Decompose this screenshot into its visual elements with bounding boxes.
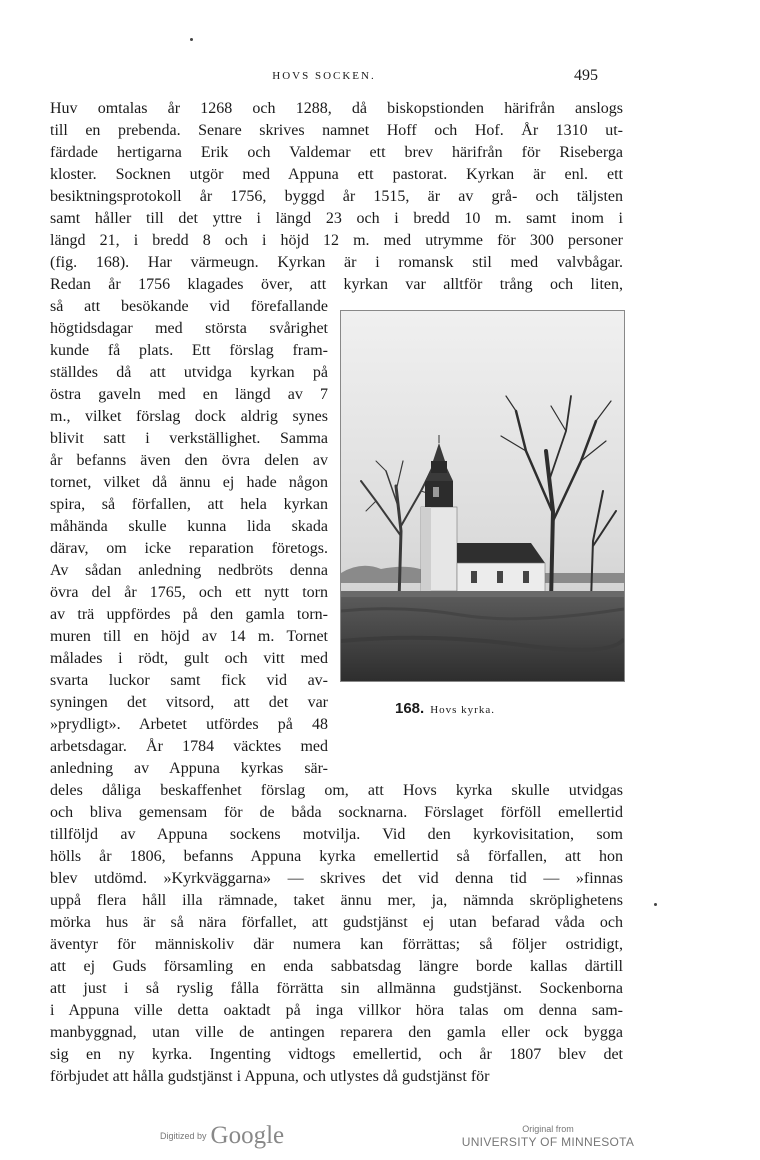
header-title: HOVS SOCKEN. [272, 70, 376, 82]
text-line: i Appuna ville detta oaktadt på inga villkor höra talas om denna sam- [50, 1002, 623, 1019]
text-line: samt håller till det yttre i längd 23 och i bredd 10 m. samt inom i [50, 210, 623, 227]
text-line: och bliva gemensam för de båda socknarna. Förslaget förföll emellertid [50, 804, 623, 821]
text-line: förbjudet att hålla gudstjänst i Appuna, och utlystes då gudstjänst för [50, 1068, 490, 1085]
text-line: mörka hus är så nära förfallet, att gudstjänst ej utan befarad våda och [50, 914, 623, 931]
text-line: sig en ny kyrka. Ingenting vidtogs emellertid, och år 1807 blev det [50, 1046, 623, 1063]
text-line: måhända skulle kunna lida skada [50, 518, 328, 535]
figure-caption [395, 700, 635, 720]
text-line: att ej Guds församling en enda sabbatsdag längre borde kallas därtill [50, 958, 623, 975]
text-line: spira, så förfallen, att hela kyrkan [50, 496, 328, 513]
text-line: blev utdömd. »Kyrkväggarna» — skrives det vid denna tid — »finnas [50, 870, 623, 887]
text-line: östra gaveln med en längd av 7 [50, 386, 328, 403]
running-header [50, 67, 598, 90]
text-line: längd 21, i bredd 8 och i höjd 12 m. med utrymme för 300 personer [50, 232, 623, 249]
figure-caption-text: Hovs kyrka. [430, 704, 495, 716]
original-from-label: Original from [522, 1124, 574, 1134]
text-line: kunde få plats. Ett förslag fram- [50, 342, 328, 359]
text-line: svarta luckor samt fick vid av- [50, 672, 328, 689]
text-line: uppå flera håll illa rämnade, taket ännu mer, ja, nämnda skröplighetens [50, 892, 623, 909]
text-line: så att besökande vid förefallande [50, 298, 328, 315]
text-line: Av sådan anledning nedbröts denna [50, 562, 328, 579]
text-line: kloster. Socknen utgör med Appuna ett pastorat. Kyrkan är enl. ett [50, 166, 623, 183]
text-line: besiktningsprotokoll år 1756, byggd år 1515, är av grå- och täljsten [50, 188, 623, 205]
text-line: Redan år 1756 klagades över, att kyrkan var alltför trång och liten, [50, 276, 623, 293]
church-photo-drawing [341, 311, 624, 681]
text-line: hölls år 1806, befanns Appuna kyrka emellertid så förfallen, att hon [50, 848, 623, 865]
text-line: ställdes då att utvidga kyrkan på [50, 364, 328, 381]
google-logo: Google [210, 1122, 285, 1149]
text-line: målades i rödt, gult och vitt med [50, 650, 328, 667]
text-line: år befanns även den övra delen av [50, 452, 328, 469]
original-from [448, 1124, 648, 1150]
text-line: övra del år 1765, och ett nytt torn [50, 584, 328, 601]
text-line: syningen det vitsord, att det var [50, 694, 328, 711]
text-line: »prydligt». Arbetet utfördes på 48 [50, 716, 328, 733]
paper-speck [190, 38, 193, 41]
text-line: färdade hertigarna Erik och Valdemar ett brev härifrån för Riseberga [50, 144, 623, 161]
text-line: tillföljd av Appuna sockens motvilja. Vid den kyrkovisitation, som [50, 826, 623, 843]
digitized-by-label: Digitized by [160, 1131, 207, 1141]
digitized-by-google [160, 1122, 284, 1152]
paper-speck [654, 903, 657, 906]
text-line: anledning av Appuna kyrkas sär- [50, 760, 328, 777]
text-line: äventyr för människoliv där numera kan förrättas; så följer ostridigt, [50, 936, 623, 953]
text-line: arbetsdagar. År 1784 väcktes med [50, 738, 328, 755]
institution-name: UNIVERSITY OF MINNESOTA [461, 1135, 635, 1149]
text-line: högtidsdagar med största svårighet [50, 320, 328, 337]
text-line: Huv omtalas år 1268 och 1288, då biskopstionden härifrån anslogs [50, 100, 623, 117]
text-line: (fig. 168). Har värmeugn. Kyrkan är i romansk stil med valvbågar. [50, 254, 623, 271]
text-line: av trä uppfördes på den gamla torn- [50, 606, 328, 623]
text-line: m., vilket förslag dock aldrig synes [50, 408, 328, 425]
figure-number: 168. [395, 700, 425, 717]
text-line: därav, om icke reparation företogs. [50, 540, 328, 557]
text-line: blivit satt i verkställighet. Samma [50, 430, 328, 447]
text-line: muren till en höjd av 14 m. Tornet [50, 628, 328, 645]
text-line: deles dåliga beskaffenhet förslag om, att Hovs kyrka skulle utvidgas [50, 782, 623, 799]
text-line: manbyggnad, utan ville de antingen reparera den gamla eller ock bygga [50, 1024, 623, 1041]
text-line: att just i så ryslig fålla förrätta sin allmänna gudstjänst. Sockenborna [50, 980, 623, 997]
church-photograph [340, 310, 625, 682]
text-line: tornet, vilket då ännu ej hade någon [50, 474, 328, 491]
page-number: 495 [574, 67, 598, 84]
text-line: till en prebenda. Senare skrives namnet Hoff och Hof. År 1310 ut- [50, 122, 623, 139]
